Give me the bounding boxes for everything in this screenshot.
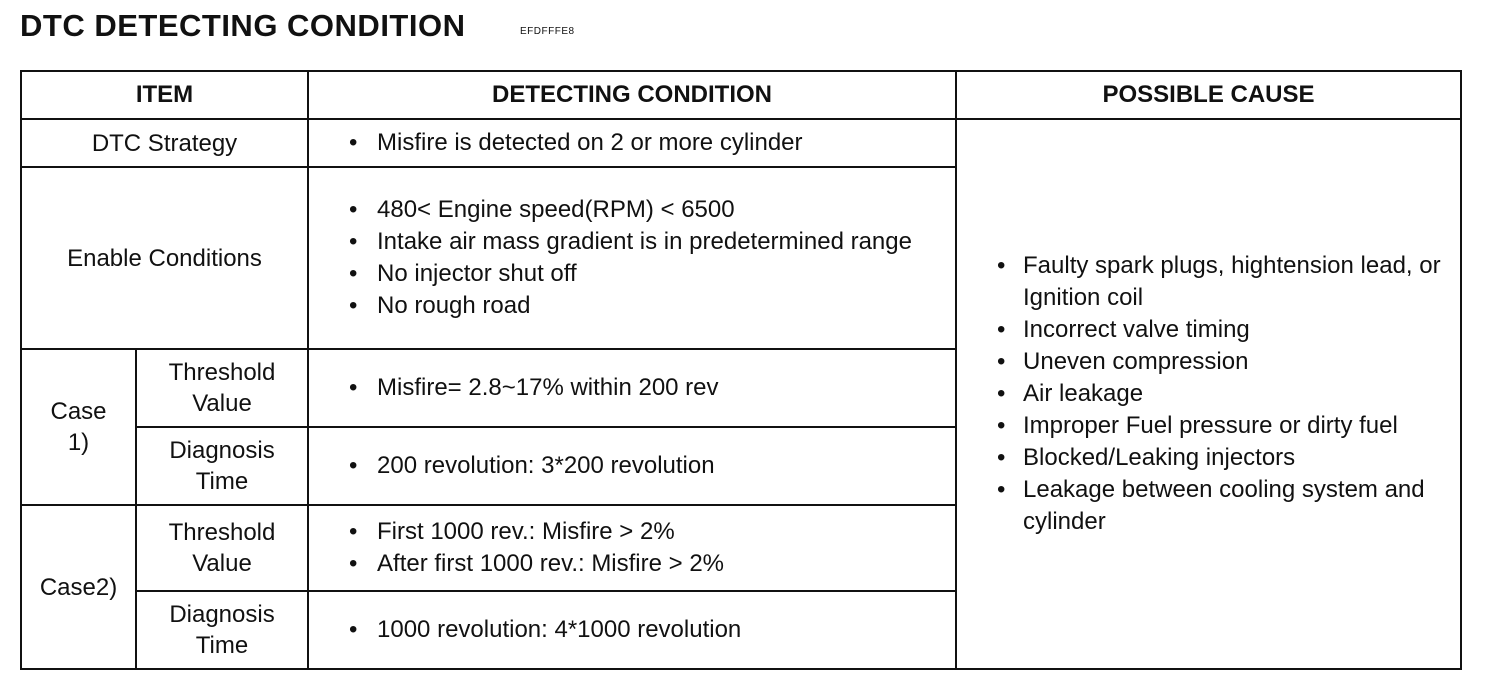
case1-diagnosis-conditions xyxy=(308,427,956,505)
table-row xyxy=(21,119,1461,167)
list-item: • Incorrect valve timing xyxy=(997,314,1456,346)
case2-diagnosis-label: Diagnosis Time xyxy=(136,591,308,669)
list-item: • Intake air mass gradient is in predetermined range xyxy=(349,226,945,258)
list-item: • Blocked/Leaking injectors xyxy=(997,442,1456,474)
list-item: • 200 revolution: 3*200 revolution xyxy=(349,450,945,482)
dtc-strategy-label: DTC Strategy xyxy=(21,119,308,167)
list-item: • First 1000 rev.: Misfire > 2% xyxy=(349,516,945,548)
case1-threshold-conditions xyxy=(308,349,956,427)
case2-threshold-conditions xyxy=(308,505,956,591)
header-row xyxy=(21,71,1461,119)
list-item: • After first 1000 rev.: Misfire > 2% xyxy=(349,548,945,580)
list-item: • No injector shut off xyxy=(349,258,945,290)
dtc-strategy-conditions xyxy=(308,119,956,167)
enable-conditions-label: Enable Conditions xyxy=(21,167,308,349)
list-item: • 480< Engine speed(RPM) < 6500 xyxy=(349,194,945,226)
list-item: • 1000 revolution: 4*1000 revolution xyxy=(349,614,945,646)
list-item: • Misfire= 2.8~17% within 200 rev xyxy=(349,372,945,404)
header-possible-cause: POSSIBLE CAUSE xyxy=(956,71,1461,119)
list-item: • Uneven compression xyxy=(997,346,1456,378)
list-item: • Misfire is detected on 2 or more cylinder xyxy=(349,127,945,159)
list-item: • Improper Fuel pressure or dirty fuel xyxy=(997,410,1456,442)
list-item: • Air leakage xyxy=(997,378,1456,410)
case1-diagnosis-label: Diagnosis Time xyxy=(136,427,308,505)
header-item: ITEM xyxy=(21,71,308,119)
list-item: • No rough road xyxy=(349,290,945,322)
document-code: EFDFFFE8 xyxy=(520,26,575,37)
case2-threshold-label: Threshold Value xyxy=(136,505,308,591)
dtc-table xyxy=(20,70,1462,670)
case1-threshold-label: Threshold Value xyxy=(136,349,308,427)
case2-diagnosis-conditions xyxy=(308,591,956,669)
possible-cause-cell xyxy=(956,119,1461,669)
case2-label: Case2) xyxy=(21,505,136,669)
page-title: DTC DETECTING CONDITION xyxy=(20,8,466,43)
header-detecting-condition: DETECTING CONDITION xyxy=(308,71,956,119)
list-item: • Faulty spark plugs, hightension lead, or Ignition coil xyxy=(997,250,1456,314)
case1-label: Case 1) xyxy=(21,349,136,505)
enable-conditions-list xyxy=(308,167,956,349)
list-item: • Leakage between cooling system and cylinder xyxy=(997,474,1456,538)
